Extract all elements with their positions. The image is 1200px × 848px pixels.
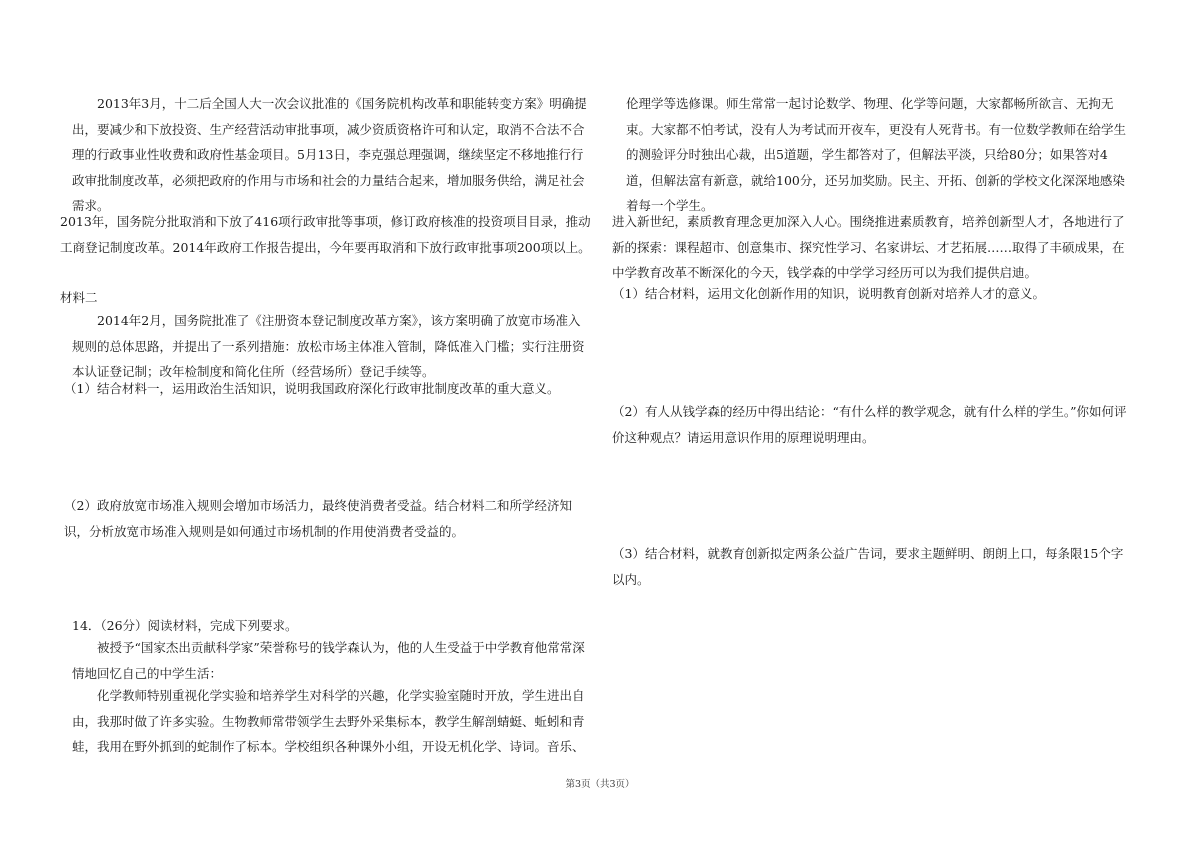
material2-label: 材料二 <box>60 290 98 305</box>
page-footer: 第3页（共3页） <box>565 779 635 790</box>
continued-paragraph1: 伦理学等选修课。师生常常一起讨论数学、物理、化学等问题，大家都畅所欲言、无拘无束。大家都不怕考试，没有人为考试而开夜车，更没有人死背书。有一位数学教师在给学生的测验评分时独出心裁，出5道题，学生都答对了，但解法平淡，只给80分；如果答对4道，但解法富有新意，就给100分，还另加奖励。民主、开拓、创新的学校文化深深地感染着每一个学生。 <box>626 96 1127 214</box>
material1-paragraph1: 2013年3月，十二后全国人大一次会议批准的《国务院机构改革和职能转变方案》明确提出，要减少和下放投资、生产经营活动审批事项，减少资质资格许可和认定，取消不合法不合理的行政事业性收费和政府性基金项目。5月13日，李克强总理强调，继续坚定不移地推行行政审批制度改革，必须把政府的作用与市场和社会的力量结合起来，增加服务供给，满足社会需求。 <box>72 96 587 214</box>
continued-paragraph2: 进入新世纪，素质教育理念更加深入人心。围绕推进素质教育，培养创新型人才，各地进行了新的探索：课程超市、创意集市、探究性学习、名家讲坛、才艺拓展……取得了丰硕成果，在中学教育改革不断深化的今天，钱学森的中学学习经历可以为我们提供启迪。 <box>612 214 1125 281</box>
question-1-left: （1）结合材料一，运用政治生活知识，说明我国政府深化行政审批制度改革的重大意义。 <box>64 381 560 396</box>
question-2-left: （2）政府放宽市场准入规则会增加市场活力，最终使消费者受益。结合材料二和所学经济知识，分析放宽市场准入规则是如何通过市场机制的作用使消费者受益的。 <box>64 498 572 539</box>
question-14-paragraph1: 被授予“国家杰出贡献科学家”荣誉称号的钱学森认为，他的人生受益于中学教育他常常深情地回忆自己的中学生活： <box>72 640 585 681</box>
question-3-right: （3）结合材料，就教育创新拟定两条公益广告词，要求主题鲜明、朗朗上口，每条限15个字以内。 <box>612 546 1124 587</box>
question-2-right: （2）有人从钱学森的经历中得出结论：“有什么样的教学观念，就有什么样的学生。”你如何评价这种观点？请运用意识作用的原理说明理由。 <box>612 404 1127 445</box>
material1-paragraph2: 2013年，国务院分批取消和下放了416项行政审批等事项，修订政府核准的投资项目目录，推动工商登记制度改革。2014年政府工作报告提出，今年要再取消和下放行政审批事项200项以上。 <box>60 214 591 255</box>
question-14-paragraph2: 化学教师特别重视化学实验和培养学生对科学的兴趣，化学实验室随时开放，学生进出自由，我那时做了许多实验。生物教师常带领学生去野外采集标本，教学生解剖蜻蜓、蚯蚓和青蛙，我用在野外抓到的蛇制作了标本。学校组织各种课外小组，开设无机化学、诗词。音乐、 <box>72 688 585 755</box>
material2-paragraph: 2014年2月，国务院批准了《注册资本登记制度改革方案》，该方案明确了放宽市场准入规则的总体思路，并提出了一系列措施：放松市场主体准入管制，降低准入门槛；实行注册资本认证登记制；改年检制度和简化住所（经营场所）登记手续等。 <box>72 313 585 380</box>
question-1-right: （1）结合材料，运用文化创新作用的知识，说明教育创新对培养人才的意义。 <box>612 286 1045 301</box>
question-14-title: 14．（26分）阅读材料，完成下列要求。 <box>72 618 298 633</box>
